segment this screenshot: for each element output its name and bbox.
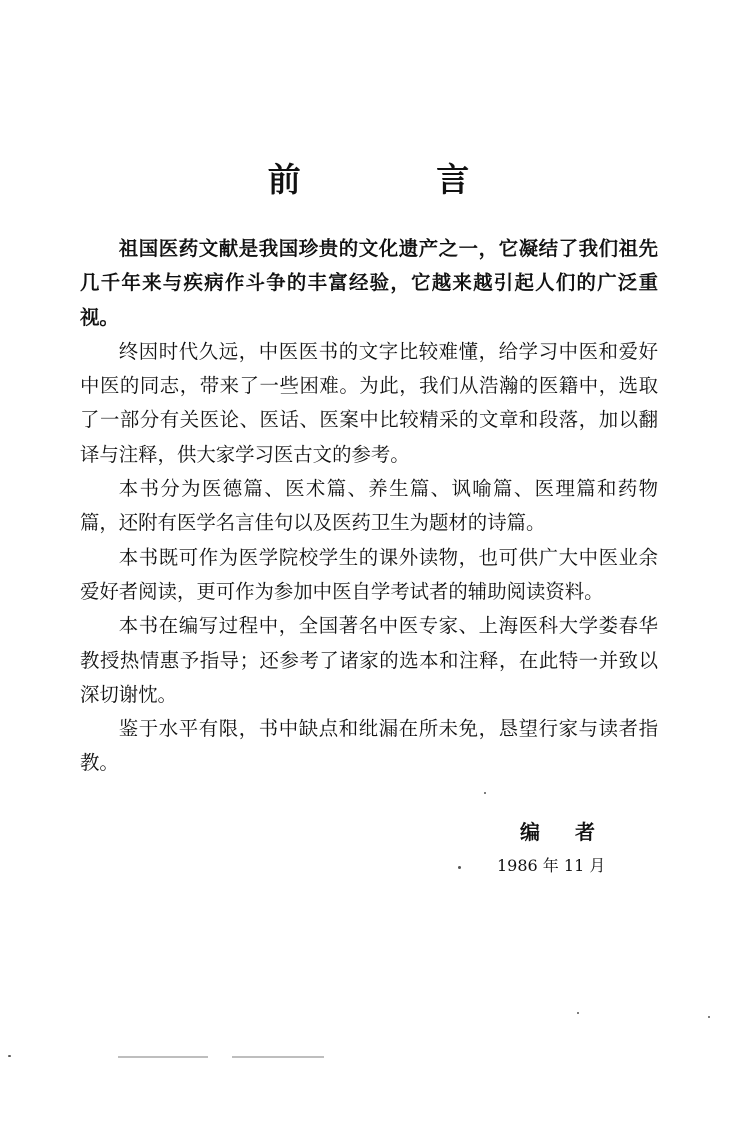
publication-date: 1986 年 11 月: [497, 856, 606, 875]
scan-speck: [484, 792, 486, 794]
paragraph-2: 终因时代久远，中医医书的文字比较难懂，给学习中医和爱好中医的同志，带来了一些困难。为此，我们从浩瀚的医籍中，选取了一部分有关医论、医话、医案中比较精采的文章和段落，加以翻译与注释，供大家学习医古文的参考。: [80, 339, 658, 466]
scan-artifact-line: [118, 1056, 208, 1058]
paragraph-6: 鉴于水平有限，书中缺点和纰漏在所未免，恳望行家与读者指教。: [80, 717, 658, 775]
author-signature: 编 者: [520, 820, 609, 844]
paragraph-4: 本书既可作为医学院校学生的课外读物，也可供广大中医业余爱好者阅读，更可作为参加中医自学考试者的辅助阅读资料。: [80, 545, 658, 603]
scan-speck: [577, 1012, 579, 1014]
page-title: 前 言: [267, 160, 532, 199]
scan-artifact-line: [232, 1056, 324, 1058]
scan-speck: [8, 1055, 11, 1057]
paragraph-3: 本书分为医德篇、医术篇、养生篇、讽喻篇、医理篇和药物篇，还附有医学名言佳句以及医药卫生为题材的诗篇。: [80, 477, 658, 535]
scan-speck: [708, 1016, 710, 1018]
paragraph-5: 本书在编写过程中，全国著名中医专家、上海医科大学娄春华教授热情惠予指导；还参考了诸家的选本和注释，在此特一并致以深切谢忱。: [80, 614, 658, 706]
preface-body: [80, 232, 658, 781]
paragraph-1: 祖国医药文献是我国珍贵的文化遗产之一，它凝结了我们祖先几千年来与疾病作斗争的丰富经验，它越来越引起人们的广泛重视。: [80, 237, 658, 329]
scan-speck: [458, 866, 461, 869]
